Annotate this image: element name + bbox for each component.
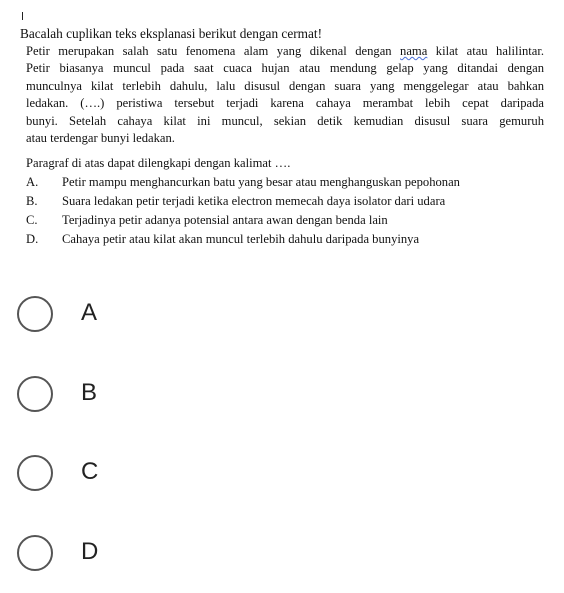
answer-choice-b[interactable] [17,376,317,420]
option-text: Cahaya petir atau kilat akan muncul terlebih dahulu daripada bunyinya [62,232,420,246]
passage-line: atau terdengar bunyi ledakan. [26,131,175,146]
answer-choice-c[interactable] [17,455,317,499]
passage-line: ledakan. (….) peristiwa tersebut terjadi karena cahaya merambat lebih cepat daripada [26,96,544,111]
radio-button-icon[interactable] [17,455,53,491]
radio-button-icon[interactable] [17,376,53,412]
option-list [26,173,546,249]
option-row-c [26,211,546,230]
answer-label: C [81,458,99,485]
passage-text: Petir merupakan salah satu fenomena alam yang dikenal dengan [26,44,401,58]
answer-choice-d[interactable] [17,535,317,579]
option-text: Petir mampu menghancurkan batu yang besar atau menghanguskan pepohonan [62,175,460,189]
answer-label: A [81,299,98,326]
passage-line: munculnya kilat terlebih dahulu, lalu disusul dengan suara yang menggelegar atau bahkan [26,78,544,93]
text-cursor [22,12,23,20]
option-letter: C. [26,213,38,227]
option-letter: B. [26,194,38,208]
option-text: Suara ledakan petir terjadi ketika electron memecah daya isolator dari udara [62,194,446,208]
option-row-a [26,173,546,192]
question-image [0,0,564,250]
question-prompt: Paragraf di atas dapat dilengkapi dengan kalimat …. [26,156,291,170]
answer-choice-a[interactable] [17,296,317,340]
passage-line: Petir biasanya muncul pada saat cuaca hujan atau mendung gelap yang ditandai dengan [26,61,544,76]
instruction-text: Bacalah cuplikan teks eksplanasi berikut dengan cermat! [20,26,323,41]
option-letter: A. [26,175,39,189]
option-text: Terjadinya petir adanya potensial antara awan dengan benda lain [62,213,388,227]
option-letter: D. [26,232,39,246]
option-row-b [26,192,546,211]
spellcheck-word: nama [400,44,428,58]
passage [26,43,544,147]
answer-label: D [81,538,99,565]
answer-label: B [81,379,98,406]
passage-line: bunyi. Setelah cahaya kilat ini muncul, sekian detik kemudian disusul suara gemuruh [26,113,544,128]
option-row-d [26,230,546,249]
passage-text: kilat atau halilintar. [427,44,544,58]
passage-line [26,43,544,60]
radio-button-icon[interactable] [17,535,53,571]
radio-button-icon[interactable] [17,296,53,332]
